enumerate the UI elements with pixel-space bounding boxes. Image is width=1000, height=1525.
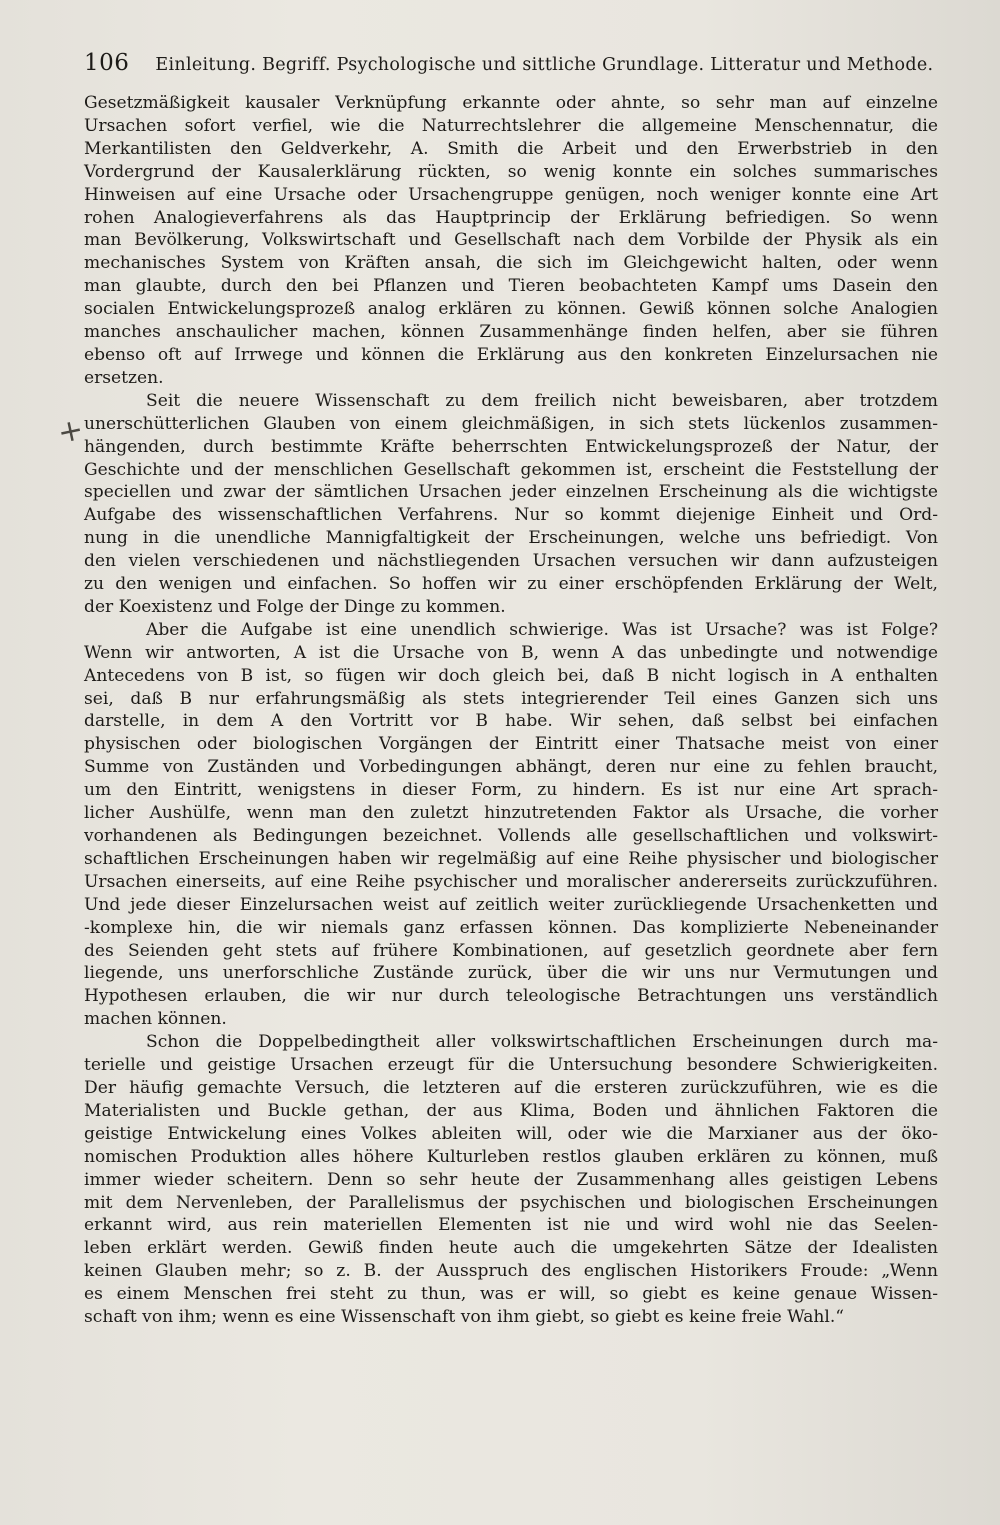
text-line: Merkantilisten den Geldverkehr, A. Smith die Arbeit und den Erwerbstrieb in den	[84, 138, 938, 159]
text-line: nung in die unendliche Mannigfaltigkeit der Erscheinungen, welche uns befriedigt. Von	[84, 528, 938, 549]
text-line: Der häufig gemachte Versuch, die letzteren auf die ersteren zurückzuführen, wie es die	[84, 1077, 938, 1098]
text-line: Ursachen einerseits, auf eine Reihe psychischer und moralischer andererseits zurückzuführen.	[84, 871, 938, 892]
text-line: des Seienden geht stets auf frühere Kombinationen, auf gesetzlich geordnete aber fern	[84, 940, 938, 961]
text-line: Wenn wir antworten, A ist die Ursache von B, wenn A das unbedingte und notwendige	[84, 642, 938, 663]
text-line: zu den wenigen und einfachen. So hoffen wir zu einer erschöpfenden Erklärung der Welt,	[84, 574, 938, 595]
text-line: unerschütterlichen Glauben von einem gleichmäßigen, in sich stets lückenlos zusammen-	[84, 413, 938, 434]
text-line: immer wieder scheitern. Denn so sehr heute der Zusammenhang alles geistigen Lebens	[84, 1169, 938, 1190]
text-line: keinen Glauben mehr; so z. B. der Ausspruch des englischen Historikers Froude: „Wenn	[84, 1261, 938, 1282]
text-line: sei, daß B nur erfahrungsmäßig als stets integrierender Teil eines Ganzen sich uns	[84, 688, 938, 709]
text-line: Summe von Zuständen und Vorbedingungen abhängt, deren nur eine zu fehlen braucht,	[84, 757, 938, 778]
paragraph	[84, 1031, 938, 1329]
text-line: Hypothesen erlauben, die wir nur durch teleologische Betrachtungen uns verständlich	[84, 986, 938, 1007]
text-line: geistige Entwickelung eines Volkes ableiten will, oder wie die Marxianer aus der öko-	[84, 1123, 938, 1144]
text-line: Vordergrund der Kausalerklärung rückten, so wenig konnte ein solches summarisches	[84, 161, 938, 182]
text-line: machen können.	[84, 1009, 227, 1030]
text-line: terielle und geistige Ursachen erzeugt für die Untersuchung besondere Schwierigkeiten.	[84, 1055, 938, 1076]
text-line: liegende, uns unerforschliche Zustände zurück, über die wir uns nur Vermutungen und	[84, 963, 938, 984]
text-line: Materialisten und Buckle gethan, der aus Klima, Boden und ähnlichen Faktoren die	[84, 1100, 938, 1121]
text-line: man Bevölkerung, Volkswirtschaft und Gesellschaft nach dem Vorbilde der Physik als ein	[84, 230, 938, 251]
text-line: Und jede dieser Einzelursachen weist auf zeitlich weiter zurückliegende Ursachenketten und	[84, 894, 938, 915]
text-line: mechanisches System von Kräften ansah, die sich im Gleichgewicht halten, oder wenn	[84, 253, 938, 274]
text-line: speciellen und zwar der sämtlichen Ursachen jeder einzelnen Erscheinung als die wichtigste	[84, 482, 938, 503]
paragraph	[84, 92, 938, 390]
text-line: Aber die Aufgabe ist eine unendlich schwierige. Was ist Ursache? was ist Folge?	[146, 619, 938, 640]
text-line: Geschichte und der menschlichen Gesellschaft gekommen ist, erscheint die Feststellung der	[84, 459, 938, 480]
text-line: ebenso oft auf Irrwege und können die Erklärung aus den konkreten Einzelursachen nie	[84, 344, 938, 365]
text-line: rohen Analogieverfahrens als das Hauptprincip der Erklärung befriedigen. So wenn	[84, 207, 938, 228]
text-line: Ursachen sofort verfiel, wie die Naturrechtslehrer die allgemeine Menschennatur, die	[84, 115, 938, 136]
text-line: schaft von ihm; wenn es eine Wissenschaft von ihm giebt, so giebt es keine freie Wahl.“	[84, 1307, 845, 1328]
paragraph	[84, 619, 938, 1031]
text-line: schaftlichen Erscheinungen haben wir regelmäßig auf eine Reihe physischer und biologischer	[84, 848, 938, 869]
page-number: 106	[84, 50, 130, 76]
text-line: ersetzen.	[84, 367, 164, 388]
handwritten-margin-mark: +	[54, 411, 87, 452]
text-line: Gesetzmäßigkeit kausaler Verknüpfung erkannte oder ahnte, so sehr man auf einzelne	[84, 93, 938, 113]
text-line: licher Aushülfe, wenn man den zuletzt hinzutretenden Faktor als Ursache, die vorher	[84, 803, 938, 824]
text-line: socialen Entwickelungsprozeß analog erklären zu können. Gewiß können solche Analogien	[84, 299, 938, 320]
text-line: manches anschaulicher machen, können Zusammenhänge finden helfen, aber sie führen	[84, 322, 938, 343]
text-line: Schon die Doppelbedingtheit aller volkswirtschaftlichen Erscheinungen durch ma-	[146, 1032, 938, 1053]
text-line: vorhandenen als Bedingungen bezeichnet. Vollends alle gesellschaftlichen und volkswirt-	[84, 826, 938, 846]
text-line: man glaubte, durch den bei Pflanzen und Tieren beobachteten Kampf ums Dasein den	[84, 276, 938, 297]
text-line: den vielen verschiedenen und nächstliegenden Ursachen versuchen wir dann aufzusteigen	[84, 551, 938, 572]
text-line: physischen oder biologischen Vorgängen der Eintritt einer Thatsache meist von einer	[84, 734, 938, 755]
text-line: Antecedens von B ist, so fügen wir doch gleich bei, daß B nicht logisch in A enthalten	[84, 665, 938, 686]
paragraph	[84, 390, 938, 619]
text-line: erkannt wird, aus rein materiellen Elementen ist nie und wird wohl nie das Seelen-	[84, 1215, 938, 1236]
text-line: darstelle, in dem A den Vortritt vor B habe. Wir sehen, daß selbst bei einfachen	[84, 711, 938, 732]
body-text	[84, 92, 938, 1329]
text-line: Aufgabe des wissenschaftlichen Verfahrens. Nur so kommt diejenige Einheit und Ord-	[84, 505, 938, 526]
text-line: Hinweisen auf eine Ursache oder Ursachengruppe genügen, noch weniger konnte eine Art	[84, 184, 938, 205]
text-line: mit dem Nervenleben, der Parallelismus der psychischen und biologischen Erscheinungen	[84, 1192, 938, 1213]
text-line: hängenden, durch bestimmte Kräfte beherrschten Entwickelungsprozeß der Natur, der	[84, 436, 938, 457]
text-line: leben erklärt werden. Gewiß finden heute auch die umgekehrten Sätze der Idealisten	[84, 1238, 938, 1259]
text-line: der Koexistenz und Folge der Dinge zu kommen.	[84, 596, 506, 617]
page-header	[84, 50, 938, 84]
running-head: Einleitung. Begriff. Psychologische und sittliche Grundlage. Litteratur und Methode.	[155, 55, 934, 75]
text-line: um den Eintritt, wenigstens in dieser Form, zu hindern. Es ist nur eine Art sprach-	[84, 780, 938, 801]
text-line: -komplexe hin, die wir niemals ganz erfassen können. Das komplizierte Nebeneinander	[84, 917, 938, 938]
text-line: es einem Menschen frei steht zu thun, was er will, so giebt es keine genaue Wissen-	[84, 1284, 938, 1305]
text-line: nomischen Produktion alles höhere Kulturleben restlos glauben erklären zu können, muß	[84, 1146, 938, 1167]
text-line: Seit die neuere Wissenschaft zu dem freilich nicht beweisbaren, aber trotzdem	[146, 390, 938, 411]
